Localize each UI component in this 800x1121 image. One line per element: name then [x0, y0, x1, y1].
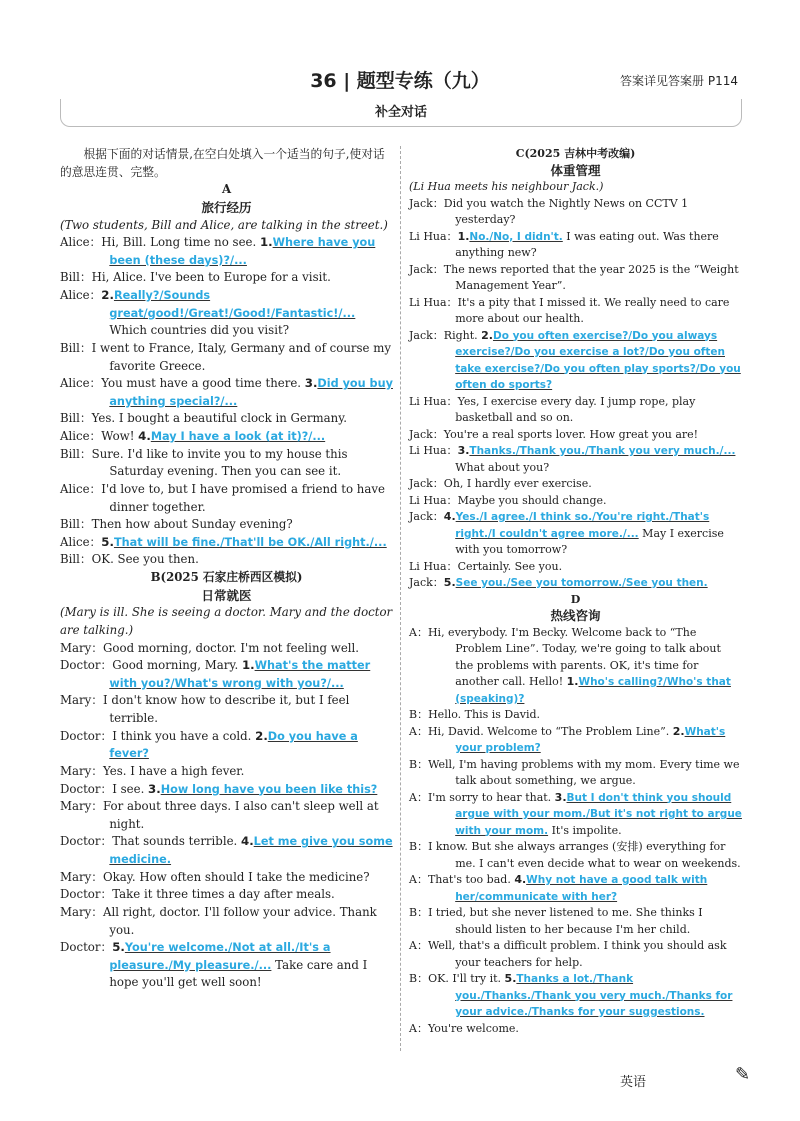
- line-text: Certainly. See you.: [457, 559, 563, 573]
- answer-text: Thanks a lot./Thank you./Thanks./Thank you very much./Thanks for your advice./Thanks for your suggestions.: [455, 973, 733, 1018]
- dialogue-line: [409, 476, 742, 493]
- line-text: Then how about Sunday evening?: [91, 517, 293, 532]
- answer-text: Where have you been (these days)?/...: [109, 236, 376, 267]
- blank-number: 2.: [255, 728, 268, 743]
- line-text: Well, that's a difficult problem. I think you should ask your teachers for help.: [427, 939, 727, 969]
- line-text: Hi, Alice. I've been to Europe for a visit.: [91, 270, 331, 285]
- section-title: 补全对话: [60, 99, 742, 127]
- blank-number: 2.: [101, 288, 114, 302]
- blank-number: 1.: [566, 675, 579, 688]
- speaker-name: Alice：: [60, 288, 102, 302]
- dialogue-line: [60, 763, 393, 781]
- blank-number: 1.: [457, 229, 470, 243]
- dialogue-line: [60, 287, 393, 340]
- speaker-name: Li Hua：: [409, 295, 458, 309]
- line-text: I know. But she always arranges (安排) everything for me. I can't even decide what to wear on weekends.: [428, 840, 741, 870]
- answer-text: Why not have a good talk with her/communicate with her?: [455, 874, 708, 903]
- line-text: Did you watch the Nightly News on CCTV 1 yesterday?: [443, 196, 689, 226]
- dialogue-line: [409, 790, 742, 840]
- line-text: Right.: [443, 328, 482, 342]
- dialogue-line: [60, 781, 393, 799]
- line-text: You must have a good time there.: [101, 376, 305, 391]
- dialogue-line: [60, 534, 393, 552]
- answer-text: Yes./I agree./I think so./You're right./That's right./I couldn't agree more./...: [455, 511, 710, 540]
- line-text: I don't know how to describe it, but I feel terrible.: [103, 693, 350, 725]
- dialogue-line: [409, 262, 742, 295]
- speaker-name: A：: [409, 625, 428, 639]
- dialogue-line: [409, 1021, 742, 1038]
- line-text: I see.: [112, 781, 149, 796]
- dialogue-line: [409, 229, 742, 262]
- column-divider: [400, 146, 401, 1051]
- answer-reference: 答案详见答案册 P114: [620, 74, 738, 88]
- dialogue-line: [409, 872, 742, 905]
- dialogue-line: [409, 493, 742, 510]
- line-text: For about three days. I also can't sleep well at night.: [103, 799, 379, 831]
- line-text: Maybe you should change.: [457, 493, 607, 507]
- answer-text: Did you buy anything special?/...: [109, 377, 393, 408]
- dialogue-line: [409, 559, 742, 576]
- line-text: Take it three times a day after meals.: [112, 887, 335, 902]
- line-text: What about you?: [455, 460, 550, 474]
- dialogue-line: [409, 707, 742, 724]
- speaker-name: A：: [409, 873, 428, 886]
- line-text: Hi, everybody. I'm Becky. Welcome back to “The Problem Line”. Today, we're going to talk about the problems with parents. OK, it's time for another call. Hello!: [427, 625, 721, 688]
- speaker-name: Bill：: [60, 411, 92, 426]
- dialogue-line: [409, 971, 742, 1021]
- speaker-name: Jack：: [409, 328, 444, 342]
- speaker-name: A：: [409, 1021, 428, 1035]
- speaker-name: Bill：: [60, 340, 92, 355]
- answer-text: Thanks./Thank you./Thank you very much./...: [469, 445, 736, 457]
- line-text: OK. I'll try it.: [428, 972, 505, 985]
- blank-number: 4.: [443, 510, 456, 523]
- line-text: I'd love to, but I have promised a friend to have dinner together.: [101, 481, 385, 514]
- line-text: Which countries did you visit?: [109, 323, 289, 338]
- dialogue-line: [409, 509, 742, 559]
- line-text: Sure. I'd like to invite you to my house this Saturday evening. Then you can see it.: [91, 446, 348, 479]
- blank-number: 5.: [443, 576, 456, 589]
- speaker-name: Doctor：: [60, 658, 113, 673]
- dialogue-a: [60, 181, 393, 569]
- dialogue-line: [409, 196, 742, 229]
- line-text: I tried, but she never listened to me. She thinks I should listen to her because I'm her child.: [428, 906, 703, 936]
- speaker-name: Alice：: [60, 376, 102, 391]
- blank-number: 1.: [259, 235, 273, 250]
- line-text: Okay. How often should I take the medicine?: [103, 869, 370, 884]
- speaker-name: B：: [409, 840, 429, 853]
- answer-text: May I have a look (at it)?/...: [150, 430, 326, 443]
- speaker-name: Mary：: [60, 763, 104, 778]
- blank-number: 5.: [112, 940, 125, 955]
- dialogue-line: [409, 724, 742, 757]
- answer-text: Who's calling?/Who's that (speaking)?: [455, 676, 731, 705]
- speaker-name: Li Hua：: [409, 229, 458, 243]
- line-text: Yes, I exercise every day. I jump rope, play basketball and so on.: [455, 394, 696, 424]
- speaker-name: Bill：: [60, 517, 92, 532]
- dialogue-line: [60, 869, 393, 887]
- instructions: 根据下面的对话情景,在空白处填入一个适当的句子,使对话的意思连贯、完整。: [60, 147, 385, 179]
- dialogue-b: [60, 569, 393, 992]
- line-text: Oh, I hardly ever exercise.: [443, 477, 592, 490]
- speaker-name: Jack：: [409, 427, 444, 441]
- blank-number: 4.: [138, 429, 151, 443]
- scene-description: (Li Hua meets his neighbour Jack.): [409, 180, 604, 193]
- answer-text: You're welcome./Not at all./It's a pleasure./My pleasure./...: [109, 941, 331, 972]
- speaker-name: Jack：: [409, 576, 444, 589]
- line-text: Take care and I hope you'll get well soon!: [109, 957, 368, 990]
- speaker-name: Bill：: [60, 552, 92, 567]
- dialogue-title: 体重管理: [550, 162, 601, 178]
- speaker-name: Mary：: [60, 869, 104, 884]
- speaker-name: B：: [409, 906, 429, 919]
- scene-description: (Mary is ill. She is seeing a doctor. Mary and the doctor are talking.): [60, 605, 393, 637]
- line-text: It's impolite.: [548, 823, 622, 837]
- mascot-icon: ✎: [735, 1064, 751, 1085]
- blank-number: 3.: [457, 444, 470, 457]
- dialogue-line: [409, 905, 742, 938]
- dialogue-label: A: [221, 182, 232, 197]
- dialogue-title: 热线咨询: [550, 608, 601, 623]
- dialogue-line: [60, 481, 393, 516]
- line-text: Hello. This is David.: [428, 708, 541, 721]
- dialogue-line: [409, 394, 742, 427]
- dialogue-line: [60, 340, 393, 375]
- speaker-name: Doctor：: [60, 834, 113, 849]
- left-column: [60, 146, 393, 992]
- dialogue-line: [409, 757, 742, 790]
- dialogue-title: 旅行经历: [201, 199, 252, 215]
- line-text: Good morning, doctor. I'm not feeling well.: [103, 640, 360, 655]
- line-text: The news reported that the year 2025 is the “Weight Management Year”.: [443, 262, 739, 292]
- dialogue-line: [409, 839, 742, 872]
- speaker-name: Li Hua：: [409, 394, 458, 408]
- dialogue-line: [60, 833, 393, 868]
- speaker-name: Li Hua：: [409, 559, 458, 573]
- blank-number: 2.: [672, 724, 685, 738]
- blank-number: 2.: [481, 328, 493, 342]
- dialogue-line: [60, 886, 393, 904]
- line-text: Hi, David. Welcome to “The Problem Line”.: [427, 724, 673, 738]
- speaker-name: Mary：: [60, 693, 104, 708]
- answer-text: See you./See you tomorrow./See you then.: [455, 577, 708, 589]
- dialogue-line: [60, 728, 393, 763]
- dialogue-line: [60, 269, 393, 287]
- dialogue-c: [409, 146, 742, 592]
- dialogue-label: B(2025 石家庄桥西区模拟): [150, 570, 303, 584]
- speaker-name: Alice：: [60, 481, 102, 496]
- speaker-name: Jack：: [409, 510, 444, 523]
- line-text: Yes. I bought a beautiful clock in Germany.: [91, 411, 348, 426]
- line-text: May I exercise with you tomorrow?: [455, 526, 724, 556]
- blank-number: 4.: [514, 873, 527, 886]
- answer-text: What's the matter with you?/What's wrong with you?/...: [109, 659, 371, 690]
- speaker-name: A：: [409, 724, 428, 738]
- dialogue-line: [409, 625, 742, 708]
- subject-label: 英语: [620, 1075, 647, 1090]
- line-text: That sounds terrible.: [112, 834, 242, 849]
- line-text: I was eating out. Was there anything new?: [455, 229, 719, 259]
- dialogue-line: [60, 551, 393, 569]
- dialogue-line: [409, 295, 742, 328]
- dialogue-d: [409, 592, 742, 1038]
- speaker-name: A：: [409, 790, 428, 804]
- speaker-name: B：: [409, 757, 429, 771]
- speaker-name: Doctor：: [60, 940, 113, 955]
- dialogue-line: [409, 938, 742, 971]
- speaker-name: Doctor：: [60, 728, 113, 743]
- speaker-name: Mary：: [60, 904, 104, 919]
- dialogue-line: [60, 657, 393, 692]
- line-text: All right, doctor. I'll follow your advice. Thank you.: [103, 904, 377, 937]
- answer-text: What's your problem?: [455, 725, 726, 754]
- dialogue-line: [60, 939, 393, 992]
- speaker-name: Alice：: [60, 534, 102, 549]
- speaker-name: B：: [409, 708, 429, 721]
- line-text: You're welcome.: [427, 1021, 519, 1035]
- line-text: That's too bad.: [427, 873, 515, 886]
- dialogue-line: [409, 443, 742, 476]
- page-header: [0, 66, 800, 96]
- speaker-name: Jack：: [409, 477, 444, 490]
- speaker-name: Li Hua：: [409, 444, 458, 457]
- line-text: Good morning, Mary.: [112, 658, 242, 673]
- dialogue-line: [409, 575, 742, 592]
- speaker-name: Alice：: [60, 235, 102, 250]
- line-text: You're a real sports lover. How great you are!: [443, 427, 699, 441]
- blank-number: 5.: [101, 534, 114, 549]
- dialogue-line: [60, 446, 393, 481]
- answer-text: Do you have a fever?: [109, 729, 358, 761]
- line-text: I went to France, Italy, Germany and of course my favorite Greece.: [91, 340, 392, 373]
- dialogue-line: [60, 234, 393, 269]
- dialogue-title: 日常就医: [201, 587, 252, 603]
- blank-number: 3.: [304, 376, 318, 391]
- speaker-name: Bill：: [60, 446, 92, 461]
- dialogue-line: [409, 427, 742, 444]
- answer-text: Really?/Sounds great/good!/Great!/Good!/Fantastic!/...: [109, 289, 356, 320]
- dialogue-line: [60, 798, 393, 833]
- line-text: Yes. I have a high fever.: [103, 763, 245, 778]
- speaker-name: Li Hua：: [409, 493, 458, 507]
- answer-text: No./No, I didn't.: [469, 230, 563, 243]
- line-text: I think you have a cold.: [112, 728, 256, 743]
- speaker-name: A：: [409, 939, 428, 952]
- speaker-name: Mary：: [60, 640, 104, 655]
- line-text: Wow!: [101, 429, 139, 443]
- speaker-name: Doctor：: [60, 887, 113, 902]
- dialogue-line: [60, 428, 393, 446]
- dialogue-line: [60, 516, 393, 534]
- dialogue-label: D: [570, 592, 581, 606]
- answer-text: But I don't think you should argue with your mom./But it's not right to argue with your mom.: [455, 791, 742, 837]
- scene-description: (Two students, Bill and Alice, are talking in the street.): [60, 217, 388, 232]
- blank-number: 5.: [504, 972, 517, 985]
- dialogue-line: [60, 904, 393, 939]
- speaker-name: Jack：: [409, 262, 444, 276]
- line-text: OK. See you then.: [91, 552, 199, 567]
- answer-text: Let me give you some medicine.: [109, 835, 393, 866]
- line-text: It's a pity that I missed it. We really need to care more about our health.: [455, 295, 730, 325]
- blank-number: 1.: [241, 658, 255, 673]
- speaker-name: B：: [409, 972, 429, 985]
- speaker-name: Bill：: [60, 270, 92, 285]
- answer-text: That will be fine./That'll be OK./All right./...: [113, 535, 387, 549]
- dialogue-line: [60, 640, 393, 658]
- speaker-name: Doctor：: [60, 781, 113, 796]
- answer-text: How long have you been like this?: [160, 782, 378, 796]
- blank-number: 4.: [241, 834, 254, 849]
- answer-text: Do you often exercise?/Do you always exercise?/Do you exercise a lot?/Do you often take exercise?/Do you often play sports?/Do you often do sports?: [455, 329, 741, 391]
- dialogue-line: [60, 692, 393, 727]
- dialogue-line: [60, 375, 393, 410]
- blank-number: 3.: [554, 790, 567, 804]
- dialogue-line: [60, 410, 393, 428]
- speaker-name: Mary：: [60, 799, 104, 814]
- page-title: 36 | 题型专练（九）: [310, 70, 490, 92]
- line-text: I'm sorry to hear that.: [427, 790, 555, 804]
- dialogue-line: [409, 328, 742, 394]
- dialogue-label: C(2025 吉林中考改编): [515, 147, 636, 160]
- speaker-name: Alice：: [60, 429, 102, 443]
- blank-number: 3.: [148, 781, 161, 796]
- speaker-name: Jack：: [409, 196, 444, 210]
- line-text: Well, I'm having problems with my mom. Every time we talk about something, we argue.: [428, 757, 740, 787]
- line-text: Hi, Bill. Long time no see.: [101, 235, 260, 250]
- right-column: [409, 146, 742, 1037]
